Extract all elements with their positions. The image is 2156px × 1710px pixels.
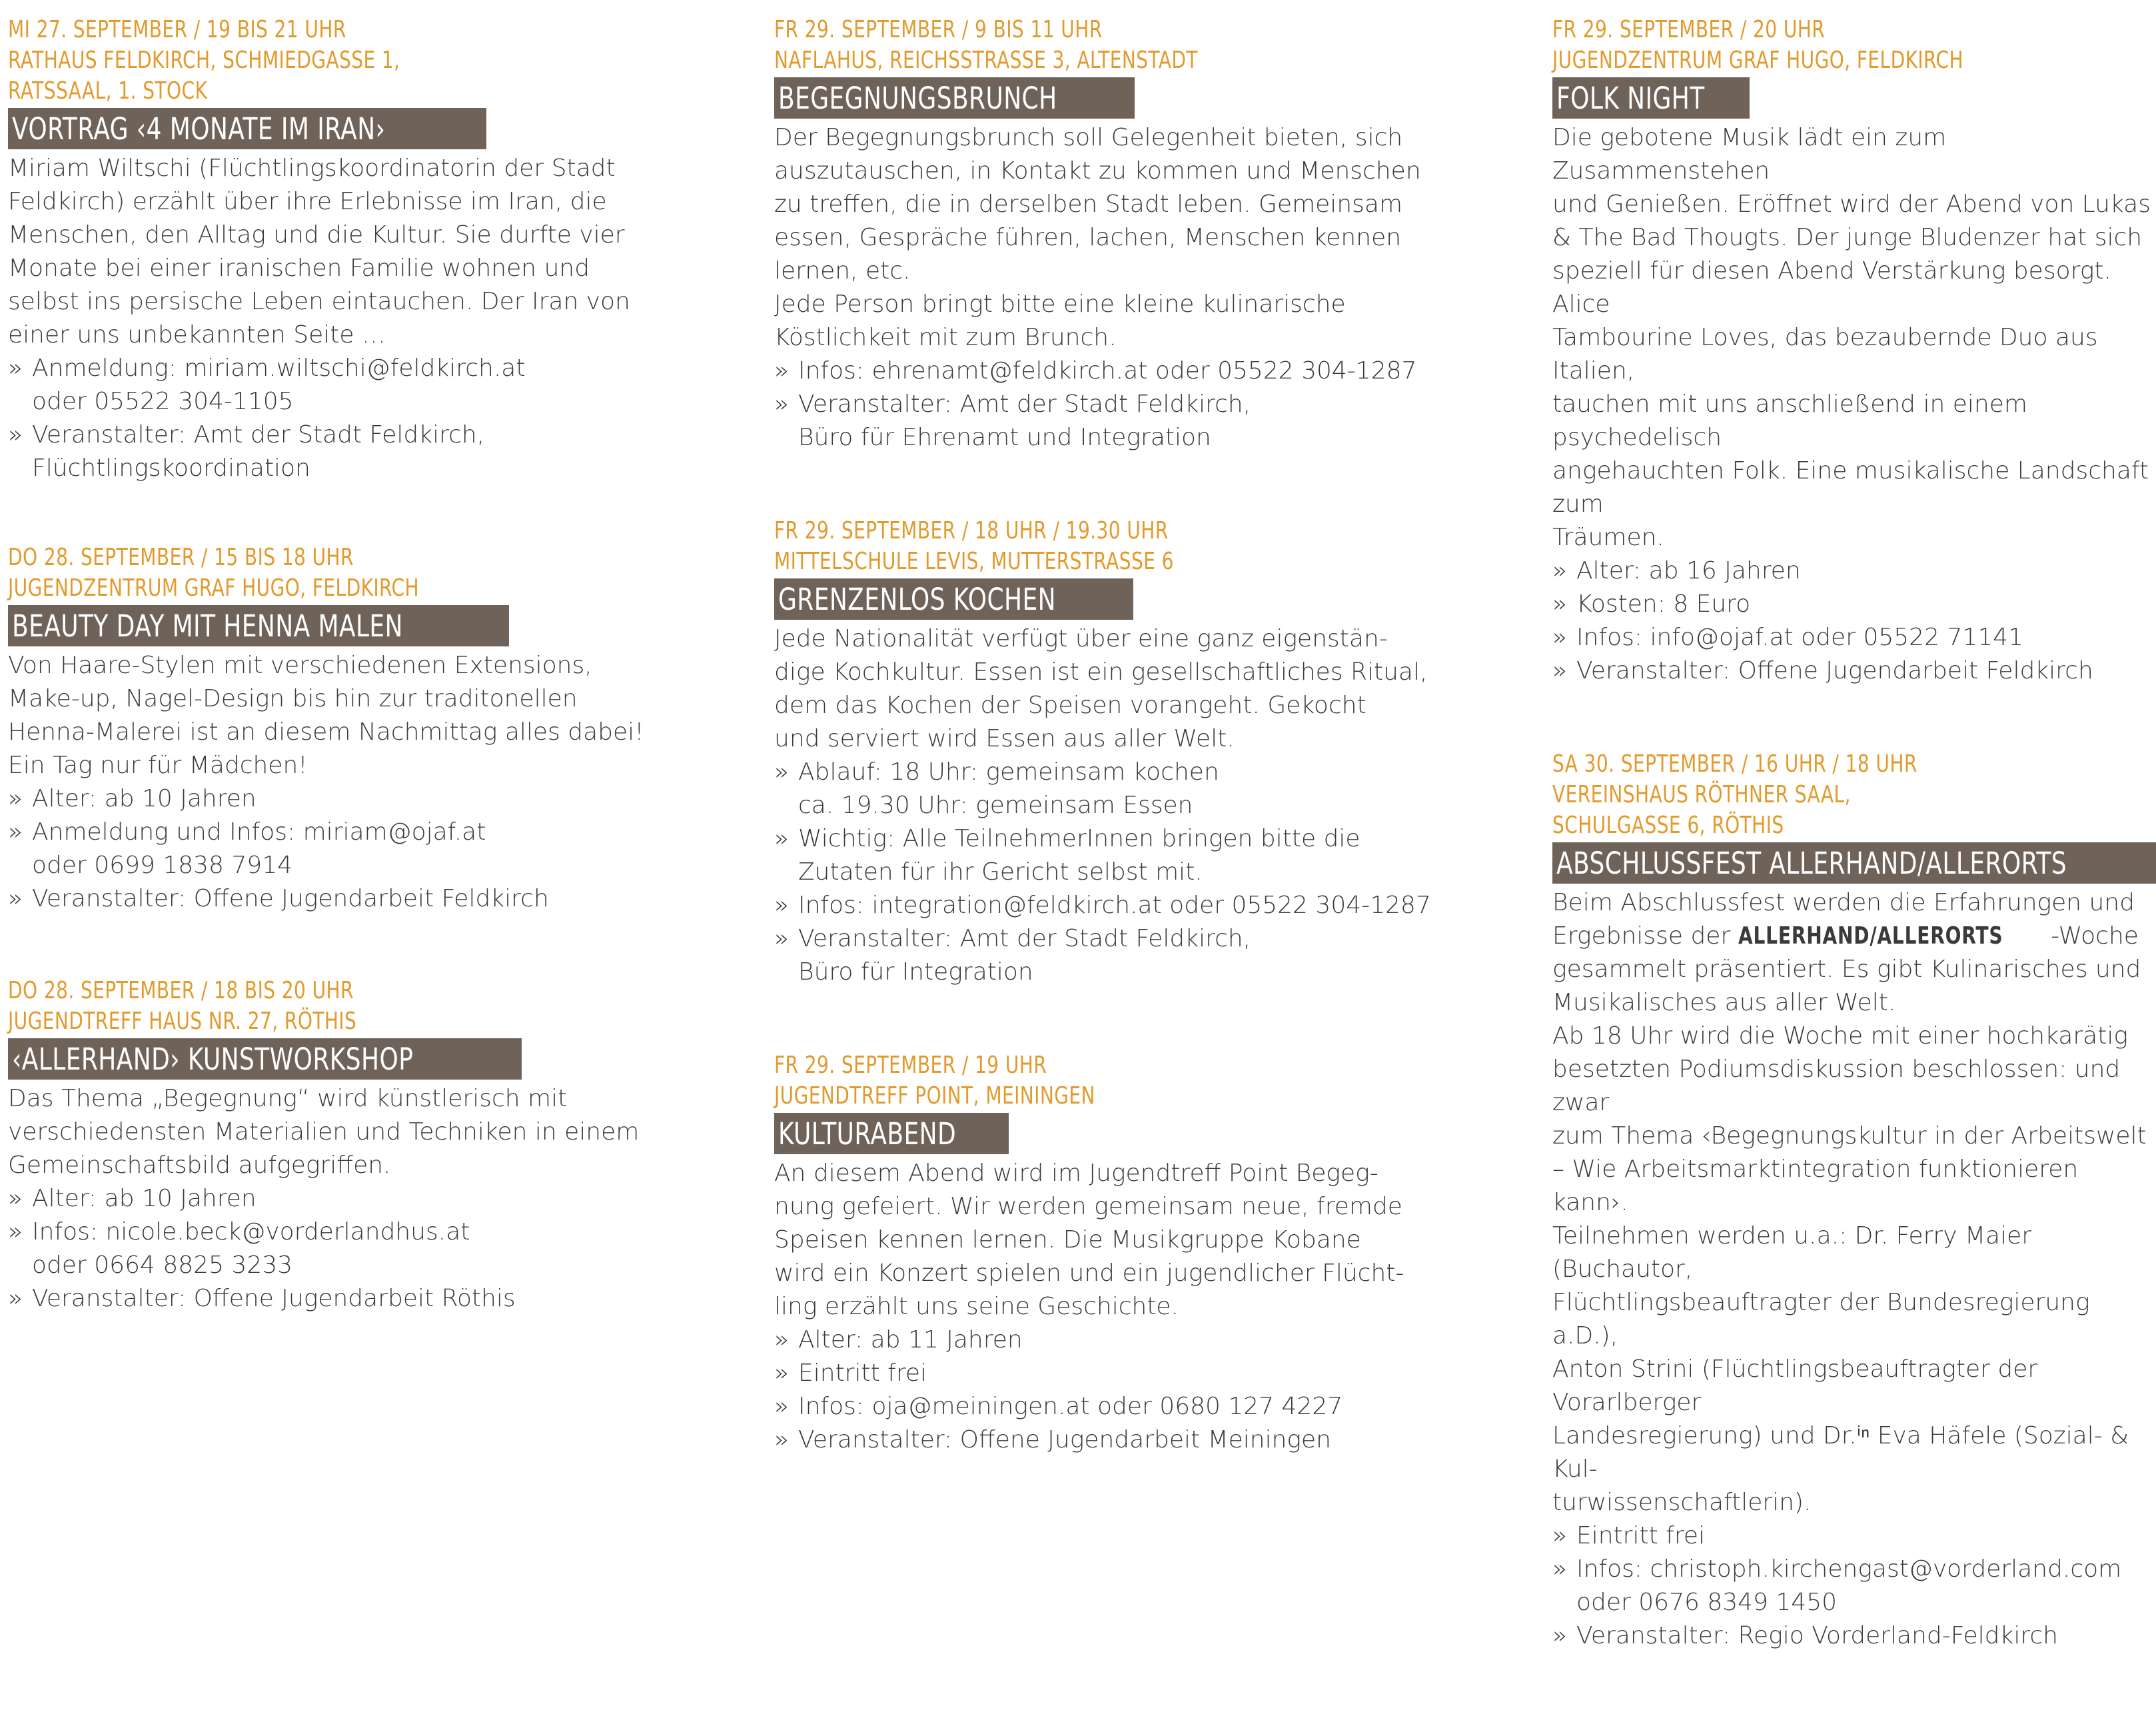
event-description: Miriam Wiltschi (Flüchtlingskoordinatorin der Stadt Feldkirch) erzählt über ihre Erlebnisse im Iran, die Menschen, den Alltag und die Kultur. Sie durfte vier Monate bei einer iranischen Familie wohnen und selbst ins persische Leben eintauchen. Der Iran von einer uns unbekannten Seite … bbox=[8, 155, 630, 349]
event-date: SA 30. SEPTEMBER / 16 UHR / 18 UHR bbox=[1552, 750, 1917, 778]
event-info-item: » Eintritt frei bbox=[1552, 1519, 2152, 1553]
event-info-item: » Veranstalter: Regio Vorderland-Feldkirch bbox=[1552, 1619, 2152, 1653]
event-info-item: » Alter: ab 10 Jahren bbox=[8, 782, 681, 816]
event-title: BEGEGNUNGSBRUNCH bbox=[774, 77, 1135, 119]
event-body bbox=[8, 152, 681, 485]
column-1 bbox=[8, 15, 681, 1373]
event-info-item: » Wichtig: Alle TeilnehmerInnen bringen bitte die Zutaten für ihr Gericht selbst mit. bbox=[774, 822, 1447, 889]
event-info-item: » Infos: info@ojaf.at oder 05522 71141 bbox=[1552, 621, 2152, 654]
event-description: An diesem Abend wird im Jugendtreff Point Begeg- nung gefeiert. Wir werden gemeinsam neue, fremde Speisen kennen lernen. Die Musikgruppe Kobane wird ein Konzert spielen und ein jugendlicher Flücht- ling erzählt uns seine Geschichte. bbox=[774, 1160, 1404, 1320]
event-date: DO 28. SEPTEMBER / 18 BIS 20 UHR bbox=[8, 977, 354, 1004]
event-location: JUGENDZENTRUM GRAF HUGO, FELDKIRCH bbox=[8, 574, 420, 602]
event-location: RATSSAAL, 1. STOCK bbox=[8, 77, 208, 105]
event-info-item: » Anmeldung und Infos: miriam@ojaf.at oder 0699 1838 7914 bbox=[8, 816, 681, 882]
event-body bbox=[8, 1082, 681, 1315]
event-info-item: » Alter: ab 10 Jahren bbox=[8, 1182, 681, 1216]
event-info-item: » Ablauf: 18 Uhr: gemeinsam kochen ca. 19.30 Uhr: gemeinsam Essen bbox=[774, 756, 1447, 822]
description-post: -Woche gesammelt präsentiert. Es gibt Kulinarisches und Musikalisches aus aller Welt. Ab 18 Uhr wird die Woche mit einer hochkarätig besetzten Podiumsdiskussion beschlossen: und zwar zum Thema ‹Begegnungskultur in der Arbeitswelt – Wie Arbeitsmarktintegration funktionieren kann›. Teilnehmen werden u.a.: Dr. Ferry Maier (Buchautor, Flüchtlingsbeauftragter der Bundesregierung a.D.), Anton Strini (Flüchtlingsbeauftragter der Vorarlberger Landesregierung) und Dr.ⁱⁿ Eva Häfele (Sozial- & Kul- turwissenschaftlerin). bbox=[1552, 922, 2147, 1516]
event-title: KULTURABEND bbox=[774, 1113, 1009, 1154]
event-info-item: » Veranstalter: Amt der Stadt Feldkirch, Büro für Integration bbox=[774, 922, 1447, 989]
event-info-item: » Eintritt frei bbox=[774, 1357, 1447, 1390]
event-body bbox=[1552, 886, 2152, 1653]
event-vortrag-iran bbox=[8, 15, 681, 485]
event-date: FR 29. SEPTEMBER / 19 UHR bbox=[774, 1052, 1047, 1079]
event-description: Jede Nationalität verfügt über eine ganz eigenstän- dige Kochkultur. Essen ist ein gesellschaftliches Ritual, dem das Kochen der Speisen vorangeht. Gekocht und serviert wird Essen aus aller Welt. bbox=[774, 625, 1428, 752]
event-body bbox=[774, 1157, 1447, 1457]
event-info-item: » Veranstalter: Offene Jugendarbeit Röthis bbox=[8, 1282, 681, 1315]
event-folk-night bbox=[1552, 15, 2152, 688]
event-beauty-day bbox=[8, 542, 681, 916]
event-info-item: » Infos: nicole.beck@vorderlandhus.at oder 0664 8825 3233 bbox=[8, 1216, 681, 1282]
event-description: Die gebotene Musik lädt ein zum Zusammenstehen und Genießen. Eröffnet wird der Abend von Lukas & The Bad Thougts. Der junge Bludenzer hat sich speziell für diesen Abend Verstärkung besorgt. Alice Tambourine Loves, das bezaubernde Duo aus Italien, tauchen mit uns anschließend in einem psychedelisch angehauchten Folk. Eine musikalische Landschaft zum Träumen. bbox=[1552, 124, 2151, 551]
event-abschlussfest bbox=[1552, 749, 2152, 1653]
event-title: ‹ALLERHAND› KUNSTWORKSHOP bbox=[8, 1038, 522, 1080]
event-title: VORTRAG ‹4 MONATE IM IRAN› bbox=[8, 108, 486, 149]
event-begegnungsbrunch bbox=[774, 15, 1447, 454]
event-location: MITTELSCHULE LEVIS, MUTTERSTRASSE 6 bbox=[774, 548, 1174, 575]
event-info-item: » Alter: ab 11 Jahren bbox=[774, 1323, 1447, 1357]
event-body bbox=[8, 649, 681, 916]
event-description: Der Begegnungsbrunch soll Gelegenheit bieten, sich auszutauschen, in Kontakt zu kommen und Menschen zu treffen, die in derselben Stadt leben. Gemeinsam essen, Gespräche führen, lachen, Menschen kennen lernen, etc. Jede Person bringt bitte eine kleine kulinarische Köstlichkeit mit zum Brunch. bbox=[774, 124, 1421, 351]
event-info-item: » Veranstalter: Amt der Stadt Feldkirch, Flüchtlingskoordination bbox=[8, 419, 681, 485]
event-title: FOLK NIGHT bbox=[1552, 77, 1750, 119]
event-info-item: » Infos: ehrenamt@feldkirch.at oder 05522 304-1287 bbox=[774, 355, 1447, 388]
event-grenzenlos-kochen bbox=[774, 516, 1447, 989]
event-kunstworkshop bbox=[8, 976, 681, 1315]
event-title: GRENZENLOS KOCHEN bbox=[774, 578, 1133, 620]
event-location: JUGENDTREFF POINT, MEININGEN bbox=[774, 1082, 1095, 1110]
event-location: JUGENDTREFF HAUS NR. 27, RÖTHIS bbox=[8, 1008, 357, 1035]
event-info-item: » Veranstalter: Amt der Stadt Feldkirch, Büro für Ehrenamt und Integration bbox=[774, 388, 1447, 454]
brand-name: ALLERHAND/ALLERORTS bbox=[1738, 922, 2003, 950]
event-location: JUGENDZENTRUM GRAF HUGO, FELDKIRCH bbox=[1552, 47, 1964, 74]
event-location: NAFLAHUS, REICHSSTRASSE 3, ALTENSTADT bbox=[774, 47, 1198, 74]
event-date: DO 28. SEPTEMBER / 15 BIS 18 UHR bbox=[8, 544, 354, 571]
column-3 bbox=[1552, 15, 2152, 1710]
event-description: Das Thema „Begegnung“ wird künstlerisch mit verschiedensten Materialien und Techniken in einem Gemeinschaftsbild aufgegriffen. bbox=[8, 1085, 640, 1179]
event-info-item: » Infos: oja@meiningen.at oder 0680 127 4227 bbox=[774, 1390, 1447, 1423]
event-date: FR 29. SEPTEMBER / 18 UHR / 19.30 UHR bbox=[774, 517, 1169, 544]
event-body bbox=[774, 622, 1447, 989]
event-date: FR 29. SEPTEMBER / 20 UHR bbox=[1552, 16, 1826, 43]
event-location: SCHULGASSE 6, RÖTHIS bbox=[1552, 812, 1784, 839]
event-description: Von Haare-Stylen mit verschiedenen Extensions, Make-up, Nagel-Design bis hin zur traditonellen Henna-Malerei ist an diesem Nachmittag alles dabei! Ein Tag nur für Mädchen! bbox=[8, 652, 644, 779]
event-info-item: » Anmeldung: miriam.wiltschi@feldkirch.at oder 05522 304-1105 bbox=[8, 352, 681, 419]
event-location: RATHAUS FELDKIRCH, SCHMIEDGASSE 1, bbox=[8, 47, 400, 74]
event-body bbox=[774, 121, 1447, 454]
event-info-item: » Infos: christoph.kirchengast@vorderland.com oder 0676 8349 1450 bbox=[1552, 1553, 2152, 1619]
event-title: ABSCHLUSSFEST ALLERHAND/ALLERORTS bbox=[1552, 842, 2156, 884]
event-date: MI 27. SEPTEMBER / 19 BIS 21 UHR bbox=[8, 16, 346, 43]
event-info-item: » Infos: integration@feldkirch.at oder 05522 304-1287 bbox=[774, 889, 1447, 922]
column-2 bbox=[774, 15, 1447, 1514]
event-info-item: » Kosten: 8 Euro bbox=[1552, 588, 2152, 621]
event-info-item: » Alter: ab 16 Jahren bbox=[1552, 554, 2152, 588]
event-title: BEAUTY DAY MIT HENNA MALEN bbox=[8, 605, 509, 646]
event-info-item: » Veranstalter: Offene Jugendarbeit Feldkirch bbox=[1552, 654, 2152, 688]
description-pre: Beim Abschlussfest werden die Erfahrungen und Ergebnisse der bbox=[1552, 889, 2135, 950]
event-location: VEREINSHAUS RÖTHNER SAAL, bbox=[1552, 781, 1851, 808]
event-info-item: » Veranstalter: Offene Jugendarbeit Feldkirch bbox=[8, 882, 681, 916]
event-body bbox=[1552, 121, 2152, 688]
event-info-item: » Veranstalter: Offene Jugendarbeit Meiningen bbox=[774, 1423, 1447, 1457]
event-description bbox=[1552, 886, 2152, 1519]
event-date: FR 29. SEPTEMBER / 9 BIS 11 UHR bbox=[774, 16, 1103, 43]
event-kulturabend bbox=[774, 1050, 1447, 1457]
